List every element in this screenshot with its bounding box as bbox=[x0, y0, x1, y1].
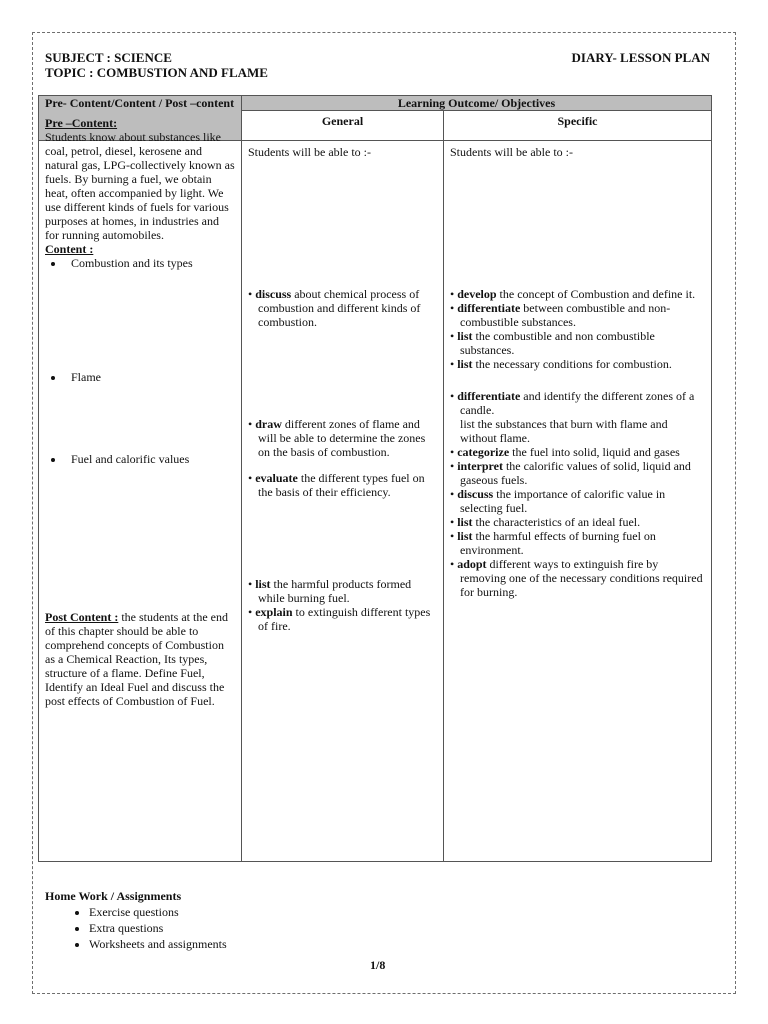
post-content-text: the students at the end of this chapter should be able to comprehend concepts of Combustion as a Chemical Reaction, Its types, structure of a flame. Define Fuel, Identify an Ideal Fuel and discuss the post effects of Combustion of Fuel. bbox=[45, 610, 228, 708]
general-column bbox=[242, 141, 444, 862]
content-list bbox=[45, 256, 235, 466]
general-header: General bbox=[242, 111, 444, 141]
list-item: • Worksheets and assignments bbox=[89, 936, 227, 952]
list-item: list the substances that burn with flame and without flame. bbox=[460, 417, 668, 445]
page-number: 1/8 bbox=[370, 958, 386, 972]
table-header-row bbox=[39, 96, 712, 111]
col-content-header: Pre- Content/Content / Post –content bbox=[39, 96, 242, 141]
list-item: • explain to extinguish different types of fire. bbox=[248, 605, 431, 633]
list-item: • Extra questions bbox=[89, 920, 227, 936]
topic-line: TOPIC : COMBUSTION AND FLAME bbox=[45, 65, 268, 80]
list-item: • Flame bbox=[65, 370, 235, 384]
list-item: • differentiate between combustible and non-combustible substances. bbox=[450, 301, 671, 329]
general-intro: Students will be able to :- bbox=[248, 145, 371, 159]
pre-content-label: Pre –Content: bbox=[45, 116, 118, 130]
list-item: • list the characteristics of an ideal fuel. bbox=[450, 515, 641, 529]
header-left bbox=[45, 50, 268, 80]
list-item: • evaluate the different types fuel on the basis of their efficiency. bbox=[248, 471, 425, 499]
subject-line: SUBJECT : SCIENCE bbox=[45, 50, 172, 65]
list-item: • Combustion and its types bbox=[65, 256, 235, 270]
list-item: • develop the concept of Combustion and define it. bbox=[450, 287, 696, 301]
list-item: • draw different zones of flame and will be able to determine the zones on the basis of combustion. bbox=[248, 417, 426, 459]
col-objectives-header: Learning Outcome/ Objectives bbox=[242, 96, 712, 111]
homework-title: Home Work / Assignments bbox=[45, 889, 182, 903]
table-body-row bbox=[39, 141, 712, 862]
list-item: • discuss the importance of calorific value in selecting fuel. bbox=[450, 487, 666, 515]
specific-intro: Students will be able to :- bbox=[450, 145, 573, 159]
list-item: • list the combustible and non combustible substances. bbox=[450, 329, 655, 357]
specific-column bbox=[444, 141, 712, 862]
list-item: • categorize the fuel into solid, liquid and gases bbox=[450, 445, 680, 459]
content-label: Content : bbox=[45, 242, 94, 256]
list-item: • list the necessary conditions for combustion. bbox=[450, 357, 672, 371]
homework-list bbox=[45, 904, 227, 952]
post-content-block bbox=[45, 610, 235, 708]
specific-header: Specific bbox=[444, 111, 712, 141]
homework-section bbox=[45, 888, 227, 952]
lesson-plan-table bbox=[38, 95, 712, 862]
list-item: • differentiate and identify the different zones of a candle. bbox=[450, 389, 695, 417]
list-item: • adopt different ways to extinguish fire by removing one of the necessary conditions required for burning. bbox=[450, 557, 703, 599]
list-item: • interpret the calorific values of solid, liquid and gaseous fuels. bbox=[450, 459, 691, 487]
list-item: • Fuel and calorific values bbox=[65, 452, 235, 466]
list-item: • Exercise questions bbox=[89, 904, 227, 920]
content-column bbox=[39, 116, 242, 862]
list-item: • list the harmful products formed while burning fuel. bbox=[248, 577, 412, 605]
pre-content-text: Students know about substances like coal, petrol, diesel, kerosene and natural gas, LPG-collectively known as fuels. By burning a fuel, we obtain heat, often accompanied by light. We use different kinds of fuels for various purposes at homes, in industries and for running automobiles. bbox=[45, 130, 235, 242]
doc-type-label: DIARY- LESSON PLAN bbox=[571, 50, 710, 65]
list-item: • discuss about chemical process of combustion and different kinds of combustion. bbox=[248, 287, 421, 329]
post-content-label: Post Content : bbox=[45, 610, 119, 624]
list-item: • list the harmful effects of burning fuel on environment. bbox=[450, 529, 656, 557]
